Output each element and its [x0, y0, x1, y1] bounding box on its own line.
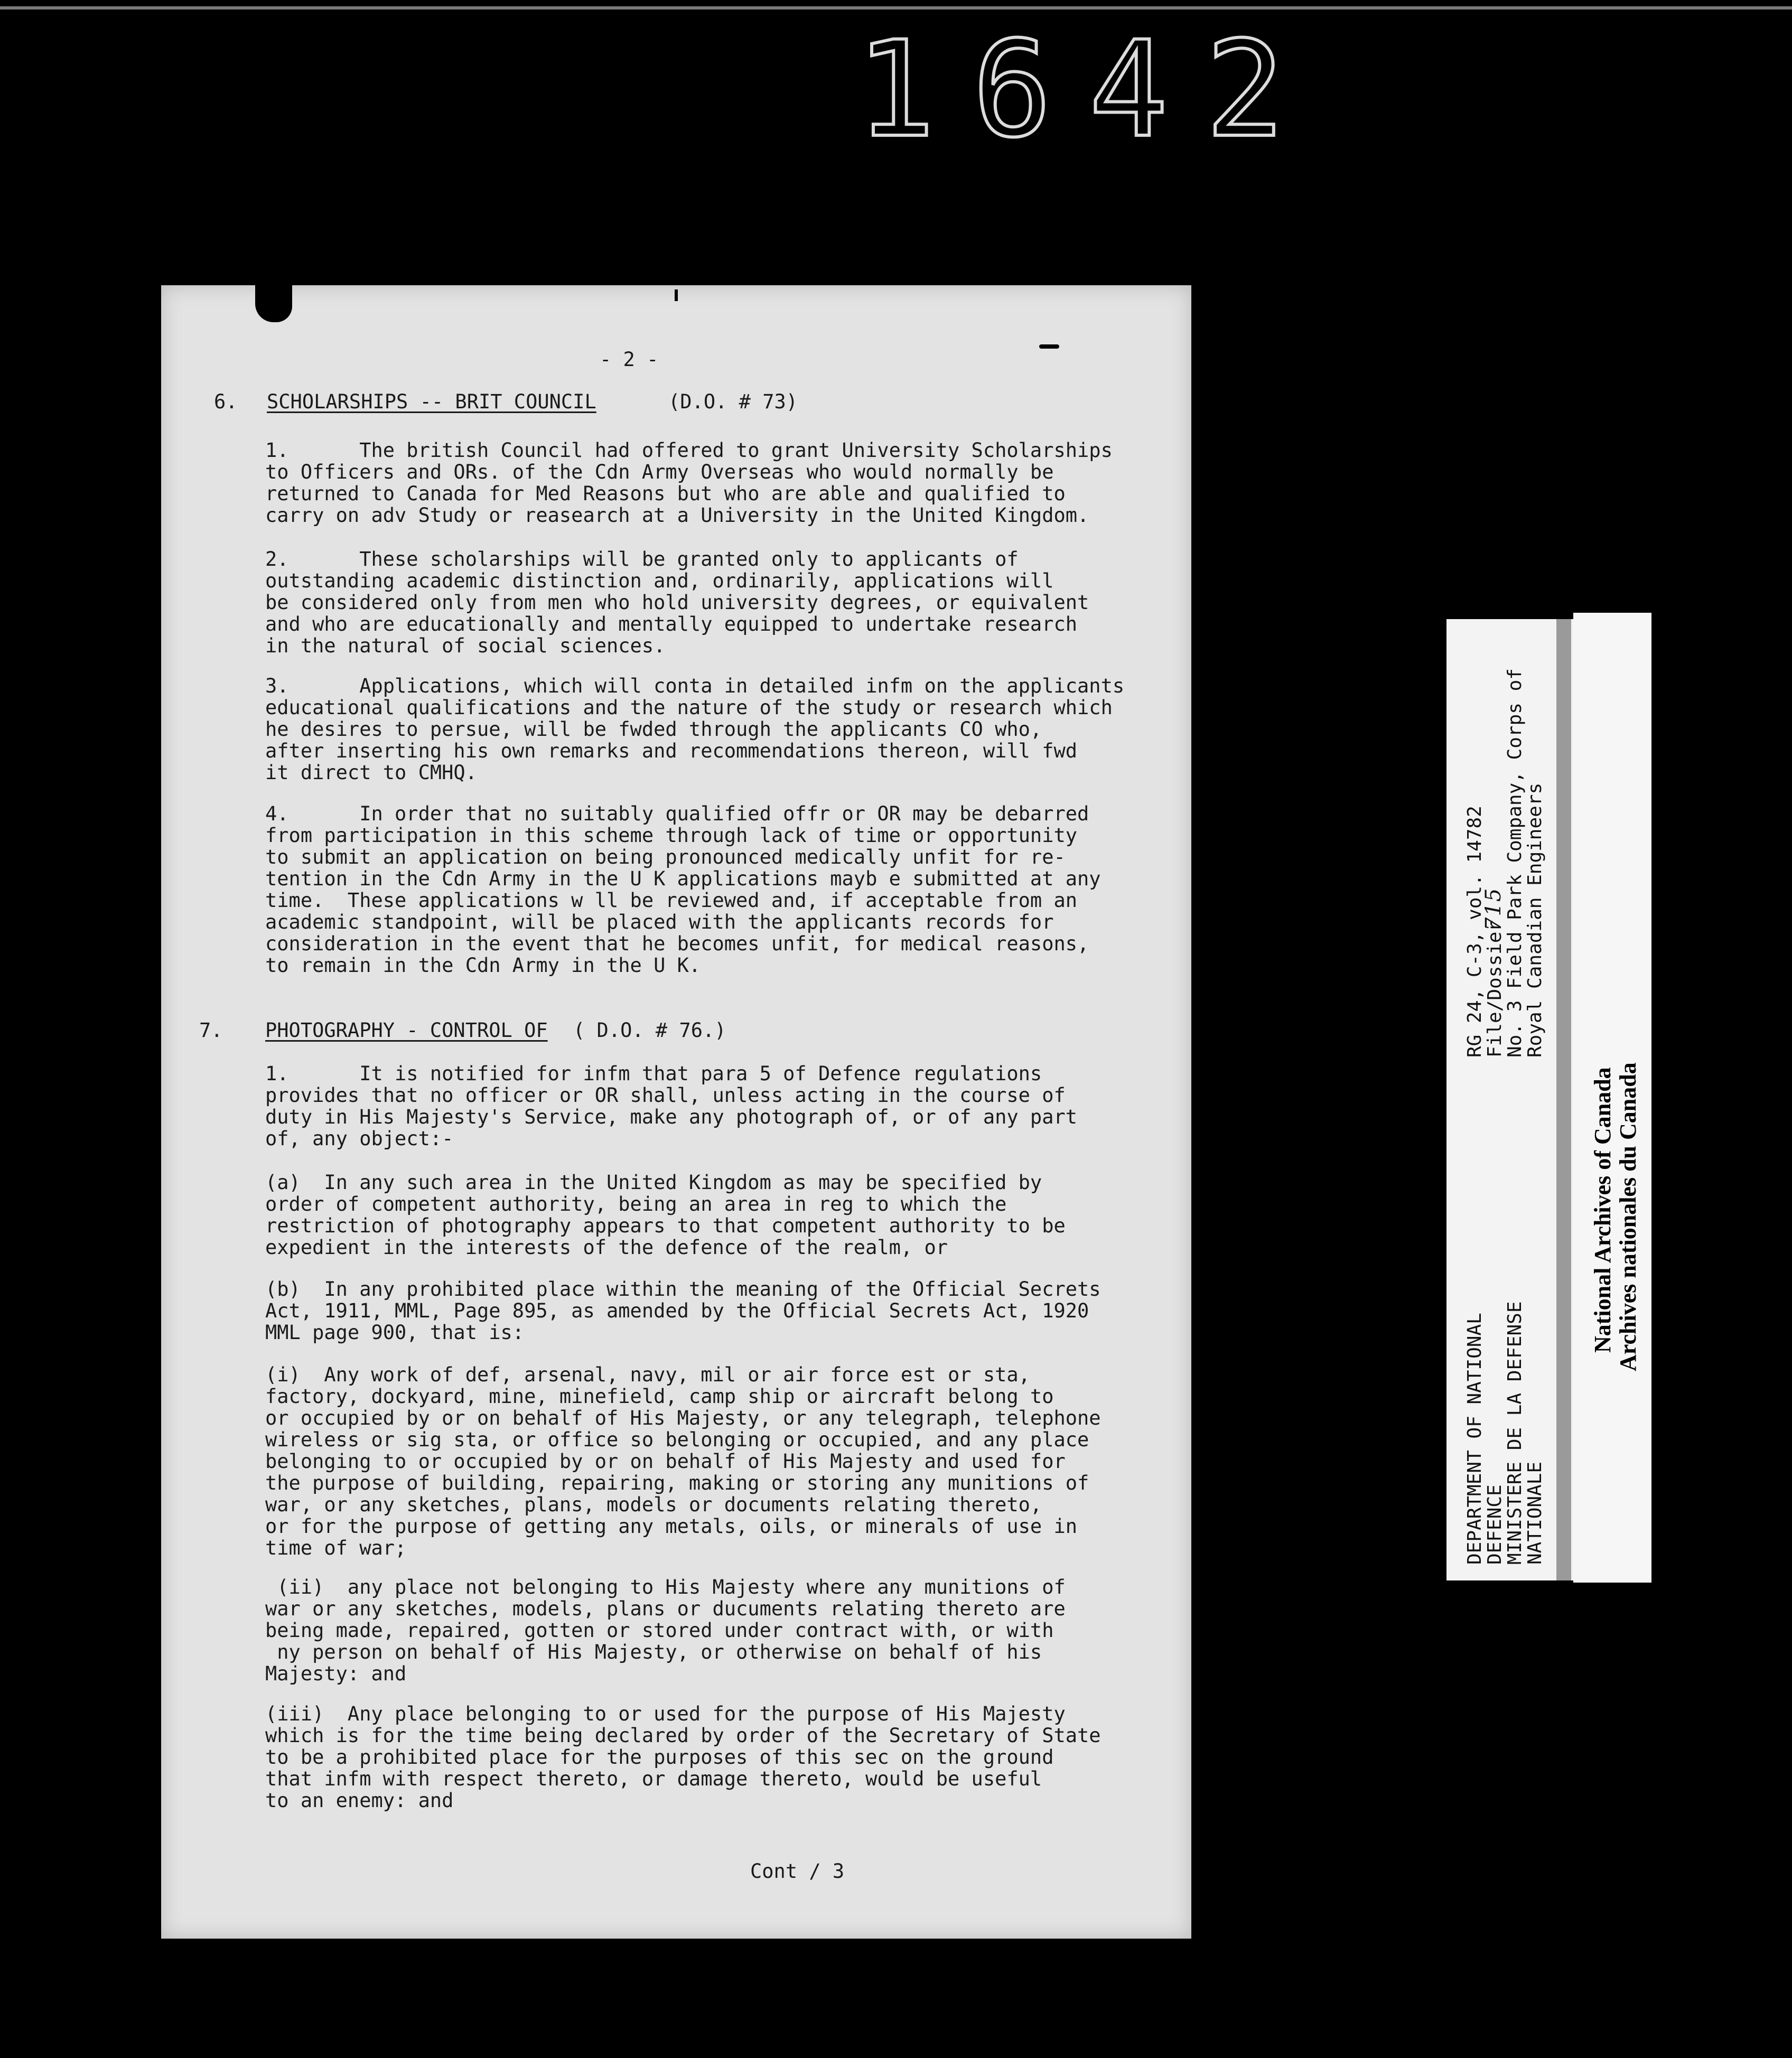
paragraph: (ii) any place not belonging to His Majesty where any munitions of war or any sketches, models, plans or ducuments relating thereto are being made, repaired, gotten or stored under contract with, or with ny person on behalf of His Majesty, or otherwise on behalf of his Majesty: and: [265, 1576, 1066, 1685]
document-body: [161, 285, 1191, 1939]
handwritten-file-number: 715: [1481, 887, 1506, 931]
section-ref: ( D.O. # 76.): [573, 1019, 726, 1042]
section-title: SCHOLARSHIPS -- BRIT COUNCIL: [267, 390, 596, 413]
stamp-department-block: DEPARTMENT OF NATIONAL DEFENCE MINISTERE DE LA DEFENSE NATIONALE: [1464, 1301, 1546, 1565]
paragraph: 1. The british Council had offered to grant University Scholarships to Officers and ORs. of the Cdn Army Overseas who would normally be returned to Canada for Med Reasons but who are able and qualified to carry on adv Study or reasearch at a University in the United Kingdom.: [265, 439, 1113, 527]
section-title: PHOTOGRAPHY - CONTROL OF: [265, 1019, 548, 1042]
archives-label-french: Archives nationales du Canada: [1615, 1062, 1641, 1371]
paragraph: (b) In any prohibited place within the meaning of the Official Secrets Act, 1911, MML, Page 895, as amended by the Official Secrets Act, 1920 MML page 900, that is:: [265, 1278, 1101, 1344]
stamp-file-block: RG 24, C-3, vol. 14782 File/Dossier No. 3 Field Park Company, Corps of Royal Canadian Engineers: [1464, 668, 1546, 1058]
continuation-note: Cont / 3: [750, 1860, 845, 1883]
section-number: 7.: [199, 1019, 223, 1042]
top-border-line: [0, 6, 1792, 10]
frame-number: 1642: [856, 13, 1322, 166]
page-number: - 2 -: [600, 348, 659, 371]
paragraph: 3. Applications, which will conta in detailed infm on the applicants educational qualifications and the nature of the study or research which he desires to persue, will be fwded through the applicants CO who, after inserting his own remarks and recommendations thereon, will fwd it direct to CMHQ.: [265, 675, 1125, 784]
archives-label-stamp: [1573, 613, 1651, 1583]
paragraph: 4. In order that no suitably qualified offr or OR may be debarred from participation in this scheme through lack of time or opportunity to submit an application on being pronounced medically unfit for re- tention in the Cdn Army in the U K applications mayb e submitted at any time. These applications w ll be reviewed and, if acceptable from an academic standpoint, will be placed with the applicants records for consideration in the event that he becomes unfit, for medical reasons, to remain in the Cdn Army in the U K.: [265, 802, 1101, 977]
section-number: 6.: [214, 390, 238, 413]
paragraph: 1. It is notified for infm that para 5 of Defence regulations provides that no officer or OR shall, unless acting in the course of duty in His Majesty's Service, make any photograph of, or of any part of, any object:-: [265, 1062, 1078, 1150]
section-ref: (D.O. # 73): [668, 390, 798, 413]
stamp-divider: [1556, 619, 1571, 1580]
paragraph: (iii) Any place belonging to or used for the purpose of His Majesty which is for the time being declared by order of the Secretary of State to be a prohibited place for the purposes of this sec on the ground that infm with respect thereto, or damage thereto, would be useful to an enemy: and: [265, 1702, 1101, 1812]
paragraph: (i) Any work of def, arsenal, navy, mil or air force est or sta, factory, dockyard, mine, minefield, camp ship or aircraft belong to or occupied by or on behalf of His Majesty, or any telegraph, telephone wireless or sig sta, or office so belonging or occupied, and any place belonging to or occupied by or on behalf of His Majesty and used for the purpose of building, repairing, making or storing any munitions of war, or any sketches, plans, models or documents relating thereto, or for the purpose of getting any metals, oils, or minerals of use in time of war;: [265, 1363, 1101, 1559]
archive-reference-stamp: [1446, 619, 1574, 1580]
archives-label-english: National Archives of Canada: [1590, 1067, 1616, 1353]
paragraph: (a) In any such area in the United Kingdom as may be specified by order of competent authority, being an area in reg to which the restriction of photography appears to that competent authority to be expedient in the interests of the defence of the realm, or: [265, 1171, 1066, 1259]
paragraph: 2. These scholarships will be granted only to applicants of outstanding academic distinction and, ordinarily, applications will be considered only from men who hold university degrees, or equivalent and who are educationally and mentally equipped to undertake research in the natural of social sciences.: [265, 548, 1089, 657]
document-page: [161, 285, 1191, 1939]
